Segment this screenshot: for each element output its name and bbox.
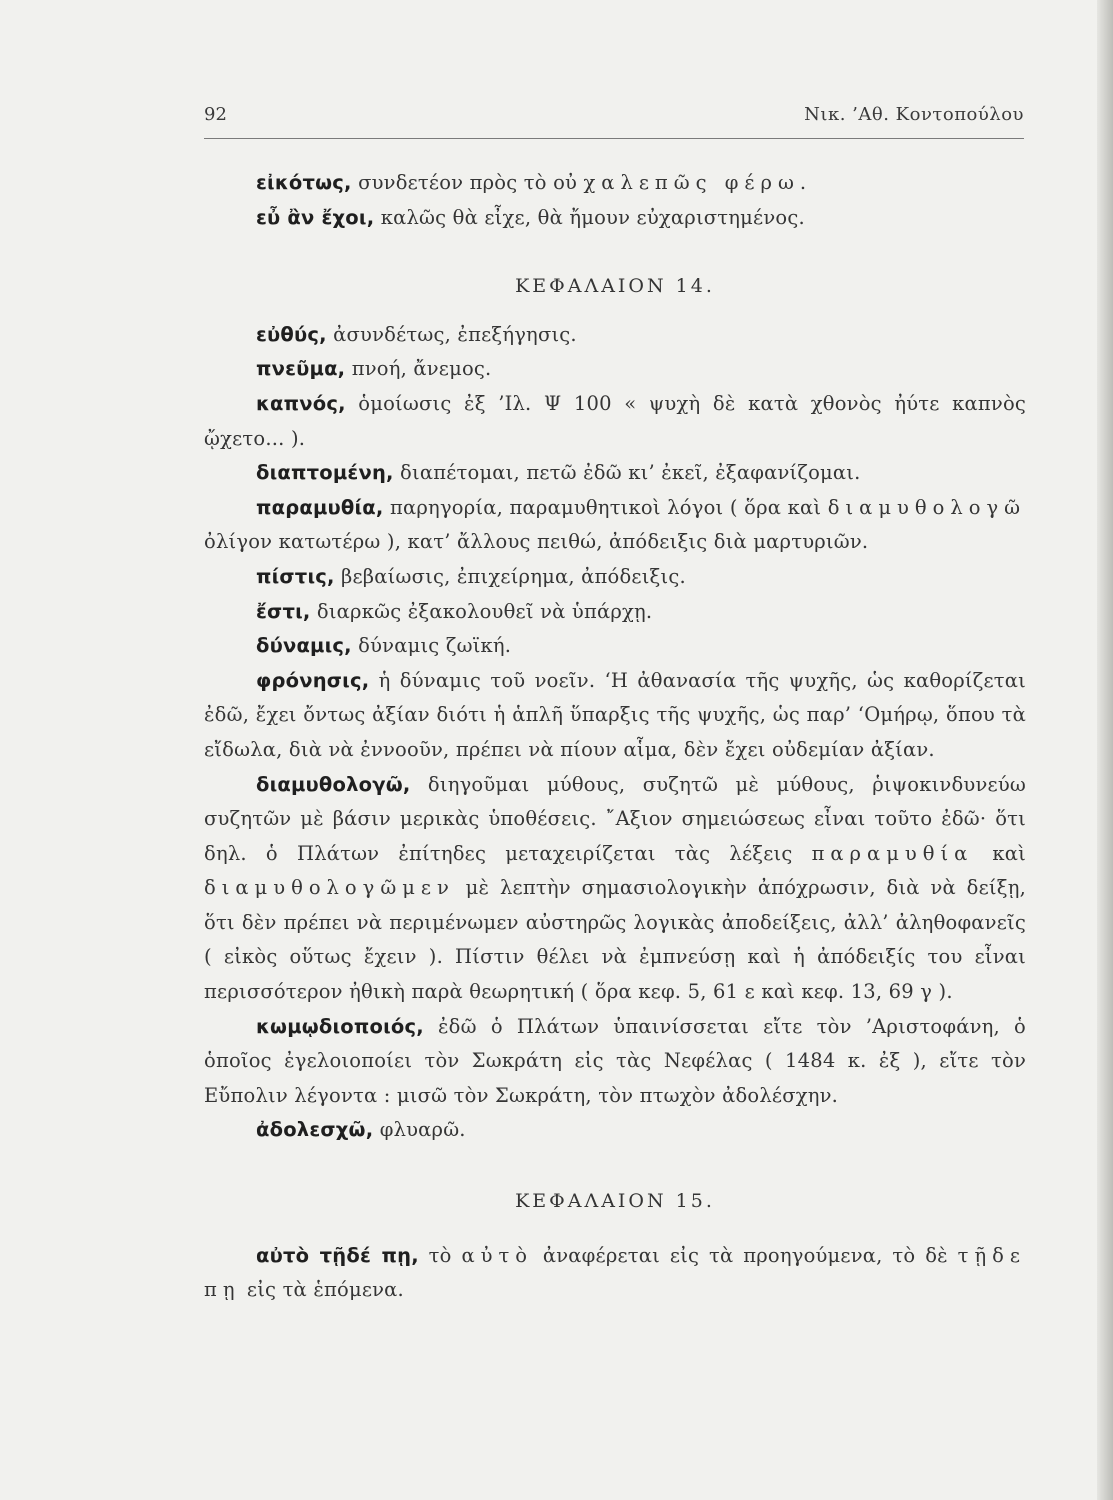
entry-diaptomeni xyxy=(204,456,1026,491)
spaced-term: διαμυθολογῶ xyxy=(827,495,1026,519)
gloss: ἡ δύναμις τοῦ νοεῖν. ‘Η ἀθανασία τῆς ψυχῆς, ὡς καθορίζεται ἐδῶ, ἔχει ὄντως ἀξίαν διότι ἡ ἁπλῆ ὕπαρξις τῆς ψυχῆς, ὡς παρ’ ‘Ομήρῳ, ὅπου τὰ εἴδωλα, διὰ νὰ ἐννοοῦν, πρέπει νὰ πίουν αἷμα, δὲν ἔχει οὐδεμίαν ἀξίαν. xyxy=(204,668,1026,761)
spaced-quote: χαλεπῶς φέρω xyxy=(583,171,800,194)
gloss: διαπέτομαι, πετῶ ἐδῶ κι’ ἐκεῖ, ἐξαφανίζομαι. xyxy=(393,461,861,485)
gloss: διαρκῶς ἐξακολουθεῖ νὰ ὑπάρχῃ. xyxy=(310,599,653,623)
gloss: ἐδῶ ὁ Πλάτων ὑπαινίσσεται εἴτε τὸν ’Αριστοφάνη, ὁ ὁποῖος ἐγελοιοποίει τὸν Σωκράτη εἰς τὰς Νεφέλας ( 1484 κ. ἐξ ), εἴτε τὸν Εὔπολιν λέγοντα : μισῶ τὸν Σωκράτη, τὸν πτωχὸν ἀδολέσχην. xyxy=(204,1014,1026,1107)
spaced-term-2: τῇδε πῃ xyxy=(204,1243,1026,1302)
entry-paramythia xyxy=(204,491,1026,560)
entry-auto-tede-pe xyxy=(204,1239,1026,1308)
gloss: καλῶς θὰ εἶχε, θὰ ἤμουν εὐχαριστημένος. xyxy=(374,205,805,229)
lemma: εἰκότως, xyxy=(256,171,352,194)
lemma: φρόνησις, xyxy=(256,668,370,692)
gloss: τὸ xyxy=(418,1243,462,1267)
gloss: συνδετέον πρὸς τὸ οὐ xyxy=(351,171,584,194)
entry-dynamis xyxy=(204,629,1026,664)
lemma: καπνός, xyxy=(256,391,346,415)
page-scan-edge xyxy=(1097,0,1113,1500)
header-rule xyxy=(204,138,1024,139)
spaced-term: παραμυθία xyxy=(811,841,974,865)
lemma: κωμῳδιοποιός, xyxy=(256,1014,424,1038)
gloss-tail: . xyxy=(799,171,807,194)
entry-euthys xyxy=(204,318,1026,353)
lemma: διαμυθολογῶ, xyxy=(256,772,411,796)
entry-pistis xyxy=(204,560,1026,595)
gloss-tail: μὲ λεπτὴν σημασιολογικὴν ἀπόχρωσιν, διὰ νὰ δείξῃ, ὅτι δὲν πρέπει νὰ περιμένωμεν αὐστηρῶς λογικὰς ἀποδείξεις, ἀλλ’ ἀληθοφανεῖς ( εἰκὸς οὕτως ἔχειν ). Πίστιν θέλει νὰ ἐμπνεύσῃ καὶ ἡ ἀπόδειξίς του εἶναι περισσότερον ἠθικὴ παρὰ θεωρητική ( ὅρα κεφ. 5, 61 ε καὶ κεφ. 13, 69 γ ). xyxy=(204,876,1026,1004)
lemma: αὐτὸ τῇδέ πῃ, xyxy=(256,1243,419,1267)
entry-adolescho xyxy=(204,1113,1026,1148)
gloss: φλυαρῶ. xyxy=(373,1118,466,1142)
commentary-body xyxy=(204,166,1026,1308)
entry-eu-an-echoi xyxy=(204,201,1026,236)
entry-kapnos xyxy=(204,387,1026,456)
spaced-term: αὐτὸ xyxy=(461,1243,534,1267)
page-number: 92 xyxy=(204,104,227,125)
chapter-heading-15: ΚΕΦΑΛΑΙΟΝ 15. xyxy=(515,1190,715,1213)
entry-esti xyxy=(204,595,1026,630)
entry-komodiopoios xyxy=(204,1010,1026,1114)
gloss-mid: ἀναφέρεται εἰς τὰ προηγούμενα, τὸ δὲ xyxy=(533,1243,958,1267)
lemma: παραμυθία, xyxy=(256,495,384,519)
spaced-term-2: διαμυθολογῶμεν xyxy=(204,876,455,900)
lemma: διαπτομένη, xyxy=(256,461,394,485)
gloss: παρηγορία, παραμυθητικοὶ λόγοι ( ὅρα καὶ xyxy=(383,495,828,519)
gloss: βεβαίωσις, ἐπιχείρημα, ἀπόδειξις. xyxy=(334,564,686,588)
gloss: ὁμοίωσις ἐξ ’Ιλ. Ψ 100 « ψυχὴ δὲ κατὰ χθονὸς ἠύτε καπνὸς ᾤχετο... ). xyxy=(204,391,1026,450)
lemma: εὐθύς, xyxy=(256,322,327,346)
gloss: ἀσυνδέτως, ἐπεξήγησις. xyxy=(326,322,577,346)
running-head xyxy=(204,104,1024,130)
lemma: ἀδολεσχῶ, xyxy=(256,1118,374,1142)
entry-pneuma xyxy=(204,352,1026,387)
gloss: δύναμις ζωϊκή. xyxy=(351,634,512,658)
lemma: εὖ ἂν ἔχοι, xyxy=(256,205,375,229)
entry-eikotos xyxy=(204,166,1026,201)
gloss-tail: εἰς τὰ ἑπόμενα. xyxy=(240,1278,404,1302)
gloss-mid: καὶ xyxy=(973,841,1026,865)
lemma: πνεῦμα, xyxy=(256,357,346,381)
lemma: δύναμις, xyxy=(256,634,352,658)
gloss: διηγοῦμαι μύθους, συζητῶ μὲ μύθους, ῥιψοκινδυνεύω συζητῶν μὲ βάσιν μερικὰς ὑποθέσεις. ῎Αξιον σημειώσεως εἶναι τοῦτο ἐδῶ· ὅτι δηλ. ὁ Πλάτων ἐπίτηδες μεταχειρίζεται τὰς λέξεις xyxy=(204,772,1026,865)
gloss-tail: ὀλίγον κατωτέρω ), κατ’ ἄλλους πειθώ, ἀπόδειξις διὰ μαρτυριῶν. xyxy=(204,530,869,554)
lemma: πίστις, xyxy=(256,564,335,588)
entry-diamythologo xyxy=(204,768,1026,1010)
chapter-heading-14: ΚΕΦΑΛΑΙΟΝ 14. xyxy=(515,275,715,298)
entry-phronesis xyxy=(204,664,1026,768)
lemma: ἔστι, xyxy=(256,599,311,623)
running-head-author: Νικ. ’Αθ. Κοντοπούλου xyxy=(804,104,1024,125)
gloss: πνοή, ἄνεμος. xyxy=(345,357,492,381)
